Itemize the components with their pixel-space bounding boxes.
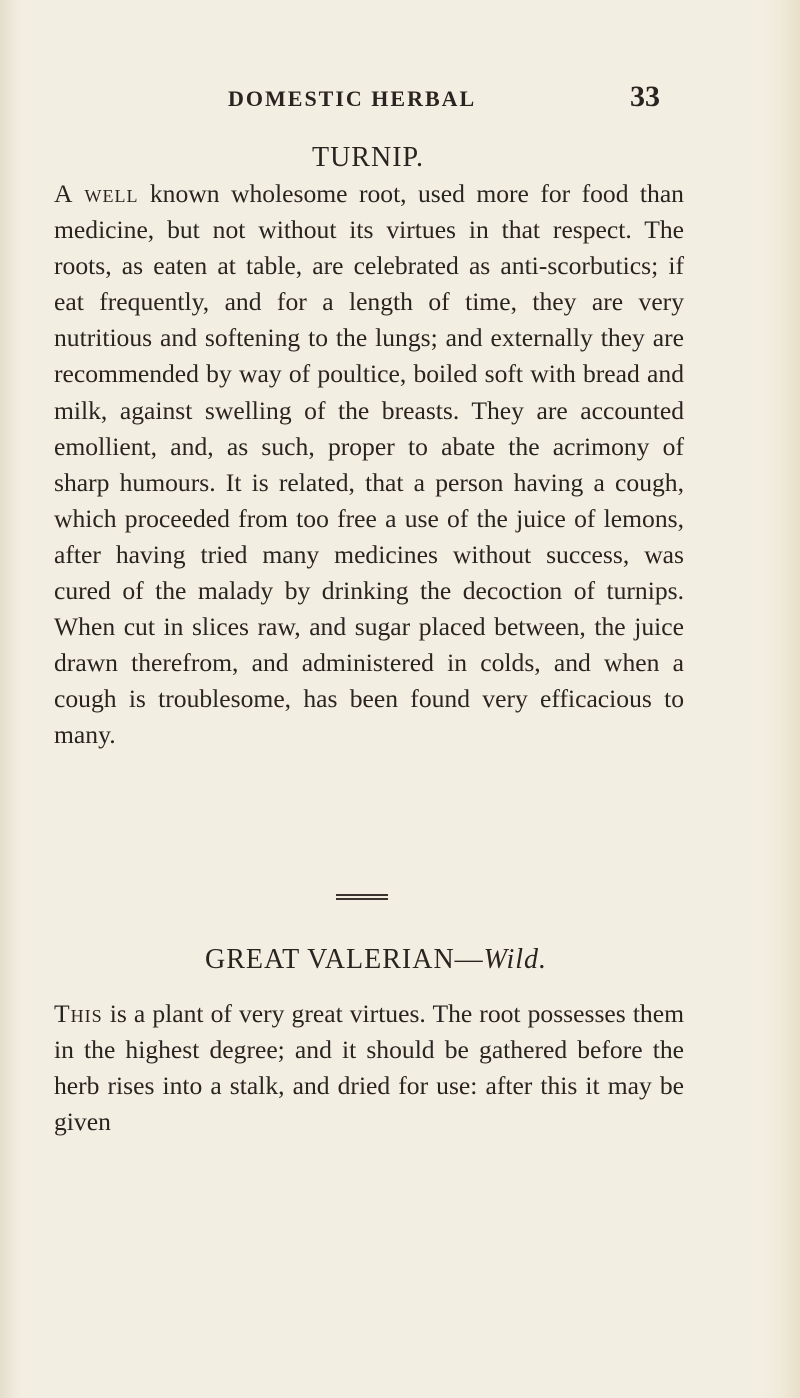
section-heading-great-valerian: [0, 944, 776, 976]
paragraph-great-valerian: [54, 996, 684, 1140]
paragraph-lead: A well: [54, 179, 139, 208]
page-edge-right: [760, 0, 800, 1398]
page-number: 33: [630, 80, 660, 113]
paragraph-body: is a plant of very great virtues. The root possesses them in the highest degree; and it should be gathered before the herb rises into a stalk, and dried for use: after this it may be given: [54, 999, 684, 1137]
running-head: [228, 80, 660, 114]
paragraph-lead: This: [54, 999, 103, 1028]
page-edge-left: [0, 0, 22, 1398]
paragraph-turnip: [54, 176, 684, 754]
heading-subtitle: Wild.: [483, 944, 548, 975]
heading-title: GREAT VALERIAN—: [204, 944, 484, 975]
running-head-title: DOMESTIC HERBAL: [228, 86, 477, 111]
section-divider: [336, 894, 388, 900]
section-heading-turnip: TURNIP.: [311, 142, 424, 173]
paragraph-body: known wholesome root, used more for food than medicine, but not without its virtues in that respect. The roots, as eaten at table, are celebrated as anti-scorbutics; if eat frequently, and for a length of time, they are very nutritious and softening to the lungs; and externally they are recommended by way of poultice, boiled soft with bread and milk, against swelling of the breasts. They are accounted emollient, and, as such, proper to abate the acrimony of sharp humours. It is related, that a person having a cough, which proceeded from too free a use of the juice of lemons, after having tried many medicines without success, was cured of the malady by drinking the decoction of turnips. When cut in slices raw, and sugar placed between, the juice drawn therefrom, and administered in colds, and when a cough is troublesome, has been found very efficacious to many.: [54, 179, 684, 750]
